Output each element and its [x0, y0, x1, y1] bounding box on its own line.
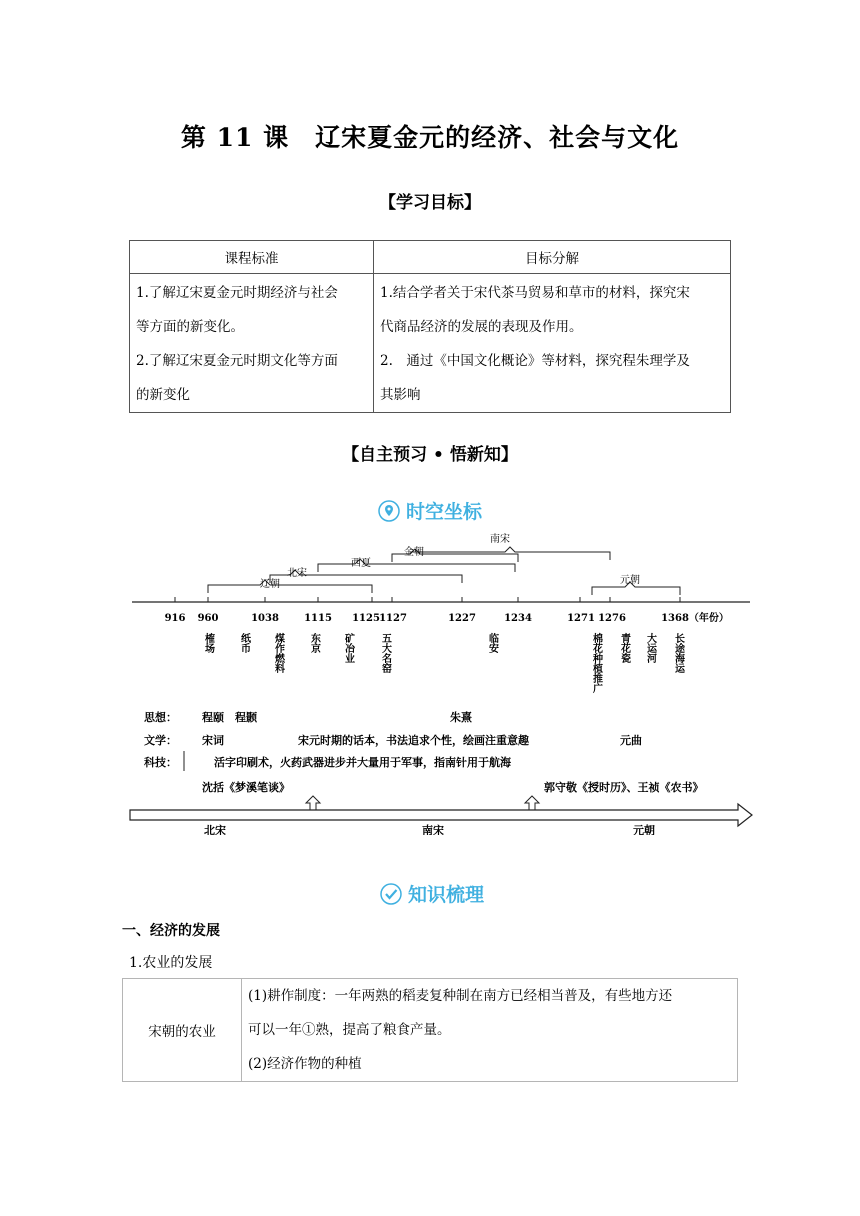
- timeline-banner: [378, 497, 482, 524]
- literature-text: 宋词: [202, 734, 224, 747]
- goals-line: 1.结合学者关于宋代茶马贸易和草市的材料，探究宋: [380, 285, 690, 301]
- event-label: 临安: [486, 633, 498, 653]
- event-label: 大运河: [644, 633, 656, 663]
- year-label: 1276: [598, 613, 626, 624]
- era-label: 南宋: [422, 824, 444, 835]
- goals-line: 代商品经济的发展的表现及作用。: [380, 319, 583, 335]
- agri-line: (2)经济作物的种植: [248, 1056, 362, 1072]
- goals-line: 等方面的新变化。: [136, 319, 244, 335]
- agri-label: 宋朝的农业: [123, 979, 242, 1082]
- dynasty-label: 北宋: [287, 568, 307, 579]
- event-label: 长途海运: [672, 633, 684, 673]
- year-label: 1115: [304, 613, 332, 624]
- note-text: 郭守敬《授时历》、王祯《农书》: [544, 781, 704, 794]
- dynasty-label: 西夏: [351, 558, 371, 569]
- year-label: 916: [164, 613, 186, 624]
- knowledge-banner: [380, 880, 484, 907]
- era-label: 北宋: [204, 824, 226, 835]
- year-label: 1227: [448, 613, 476, 624]
- section-goals-heading: 【学习目标】: [379, 193, 481, 213]
- event-label: 棉花种植推广: [590, 633, 602, 693]
- dynasty-label: 元朝: [620, 575, 640, 586]
- location-pin-icon: [378, 500, 400, 522]
- check-icon: [380, 883, 402, 905]
- event-label: 东京: [308, 633, 320, 653]
- era-label: 元朝: [633, 824, 655, 835]
- dynasty-label: 南宋: [490, 534, 510, 545]
- year-label: 1234: [504, 613, 532, 624]
- page-title: 第 11 课 辽宋夏金元的经济、社会与文化: [180, 123, 680, 152]
- thought-text: 朱熹: [450, 711, 472, 724]
- year-label: 1127: [379, 613, 407, 624]
- goals-table: [129, 240, 731, 413]
- agriculture-table: [122, 978, 738, 1082]
- year-label: 1125: [352, 613, 380, 624]
- goals-header-standard: 课程标准: [130, 241, 374, 274]
- year-label: 960: [197, 613, 219, 624]
- goals-standard-cell: [130, 274, 374, 413]
- goals-line: 其影响: [380, 387, 421, 403]
- row-label: 文学：: [144, 734, 177, 747]
- timeline-diagram: [120, 525, 760, 835]
- goals-header-breakdown: 目标分解: [374, 241, 731, 274]
- knowledge-banner-text: 知识梳理: [408, 884, 485, 906]
- year-label: 1368（年份）: [661, 613, 729, 624]
- thought-text: 程颐 程颢: [202, 711, 257, 724]
- event-label: 榷场: [202, 633, 214, 653]
- event-label: 五大名窑: [379, 633, 391, 673]
- year-label: 1271: [567, 613, 595, 624]
- xixia-bracket: [318, 559, 515, 572]
- subheading-agriculture: 1.农业的发展: [129, 955, 213, 971]
- tech-text: 活字印刷术，火药武器进步并大量用于军事，指南针用于航海: [214, 756, 511, 769]
- dynasty-label: 辽朝: [260, 579, 280, 590]
- goals-line: 2.了解辽宋夏金元时期文化等方面: [136, 353, 338, 369]
- agri-line: (1)耕作制度：一年两熟的稻麦复种制在南方已经相当普及，有些地方还: [248, 988, 673, 1004]
- literature-text: 宋元时期的话本，书法追求个性，绘画注重意趣: [298, 734, 529, 747]
- liao-bracket: [208, 580, 372, 593]
- goals-line: 1.了解辽宋夏金元时期经济与社会: [136, 285, 338, 301]
- event-label: 青花瓷: [618, 633, 630, 663]
- goals-line: 2. 通过《中国文化概论》等材料，探究程朱理学及: [380, 353, 690, 369]
- year-label: 1038: [251, 613, 279, 624]
- agri-line: 可以一年①熟，提高了粮食产量。: [248, 1022, 451, 1038]
- literature-text: 元曲: [620, 734, 642, 747]
- event-label: 矿冶业: [342, 633, 354, 663]
- note-text: 沈括《梦溪笔谈》: [202, 781, 290, 794]
- heading-economy: 一、经济的发展: [122, 923, 220, 939]
- section-preview-heading: 【自主预习 • 悟新知】: [342, 445, 518, 465]
- era-arrow: [130, 804, 752, 826]
- timeline-banner-text: 时空坐标: [406, 501, 483, 523]
- agri-content: [242, 979, 738, 1082]
- goals-breakdown-cell: [374, 274, 731, 413]
- goals-line: 的新变化: [136, 387, 190, 403]
- event-label: 煤作燃料: [272, 633, 284, 673]
- row-label: 思想：: [144, 711, 177, 724]
- dynasty-label: 金朝: [404, 547, 424, 558]
- event-label: 纸币: [238, 633, 250, 653]
- row-label: 科技：: [144, 756, 177, 769]
